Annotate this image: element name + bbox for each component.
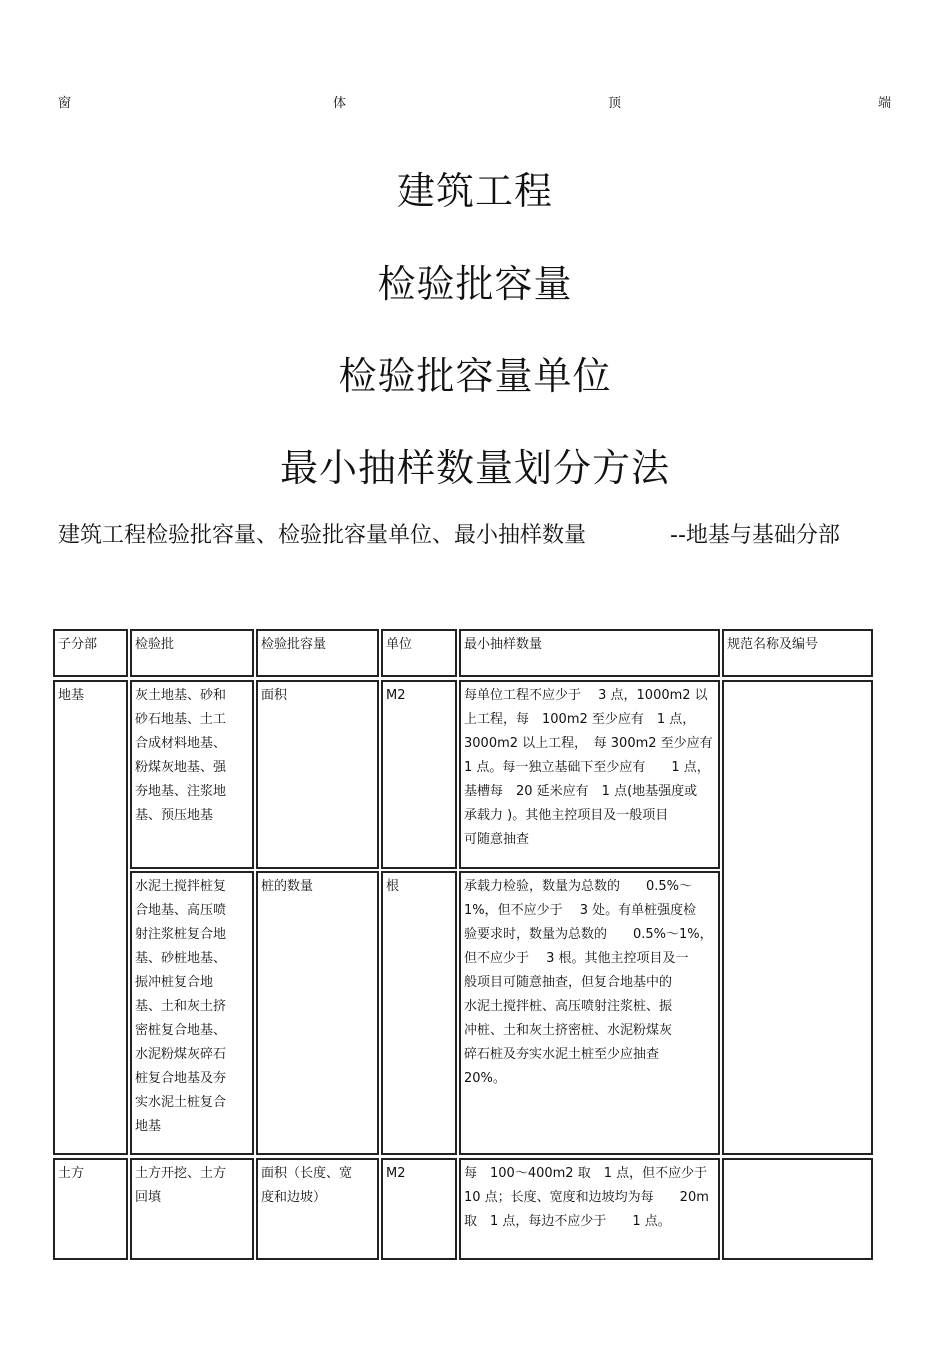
header-cell: 单位 <box>381 629 457 677</box>
header-cell: 检验批 <box>130 629 254 677</box>
header-char: 端 <box>878 96 892 111</box>
header-cell: 规范名称及编号 <box>722 629 873 677</box>
page-title-line-1: 建筑工程 <box>396 169 553 213</box>
header-char: 体 <box>333 96 347 111</box>
unit-cell: M2 <box>381 680 457 869</box>
capacity-cell: 面积 <box>256 680 379 869</box>
sampling-cell: 承载力检验，数量为总数的 0.5%～ 1%，但不应少于 3 处。有单桩强度检 验要求时，数量为总数的 0.5%～1%， 但不应少于 3 根。其他主控项目及一 般项目可随意抽查，但复合地基中的 水泥土搅拌桩、高压喷射注浆桩、振 冲桩、土和灰土挤密桩、水泥粉煤灰 碎石桩及夯实水泥土桩至少应抽查 20%。 <box>459 871 720 1155</box>
subtitle-left: 建筑工程检验批容量、检验批容量单位、最小抽样数量 <box>58 523 587 548</box>
header-char: 顶 <box>608 96 622 111</box>
header-cell: 检验批容量 <box>256 629 379 677</box>
spec-cell <box>722 1158 873 1260</box>
unit-cell: 根 <box>381 871 457 1155</box>
unit-cell: M2 <box>381 1158 457 1260</box>
page-title-line-4: 最小抽样数量划分方法 <box>279 446 670 490</box>
header-char: 窗 <box>58 96 72 111</box>
sampling-cell: 每 100～400m2 取 1 点，但不应少于 10 点；长度、宽度和边坡均为每 20m 取 1 点，每边不应少于 1 点。 <box>459 1158 720 1260</box>
sampling-cell: 每单位工程不应少于 3 点，1000m2 以 上工程，每 100m2 至少应有 1 点， 3000m2 以上工程， 每 300m2 至少应有 1 点。每一独立基础下至少应有 1 点， 基槽每 20 延米应有 1 点(地基强度或 承载力 )。其他主控项目及一般项目 可随意抽查 <box>459 680 720 869</box>
subdivision-cell: 土方 <box>53 1158 128 1260</box>
page-title-line-3: 检验批容量单位 <box>338 354 612 398</box>
batch-cell: 水泥土搅拌桩复 合地基、高压喷 射注浆桩复合地 基、砂桩地基、 振冲桩复合地 基、土和灰土挤 密桩复合地基、 水泥粉煤灰碎石 桩复合地基及夯 实水泥土桩复合 地基 <box>130 871 254 1155</box>
capacity-cell: 面积（长度、宽 度和边坡） <box>256 1158 379 1260</box>
spec-cell <box>722 680 873 1155</box>
page-title-line-2: 检验批容量 <box>377 262 573 306</box>
header-cell: 最小抽样数量 <box>459 629 720 677</box>
batch-cell: 土方开挖、土方 回填 <box>130 1158 254 1260</box>
subdivision-cell: 地基 <box>53 680 128 1155</box>
subtitle-right: --地基与基础分部 <box>670 523 840 548</box>
header-cell: 子分部 <box>53 629 128 677</box>
capacity-cell: 桩的数量 <box>256 871 379 1155</box>
batch-cell: 灰土地基、砂和 砂石地基、土工 合成材料地基、 粉煤灰地基、强 夯地基、注浆地 基、预压地基 <box>130 680 254 869</box>
